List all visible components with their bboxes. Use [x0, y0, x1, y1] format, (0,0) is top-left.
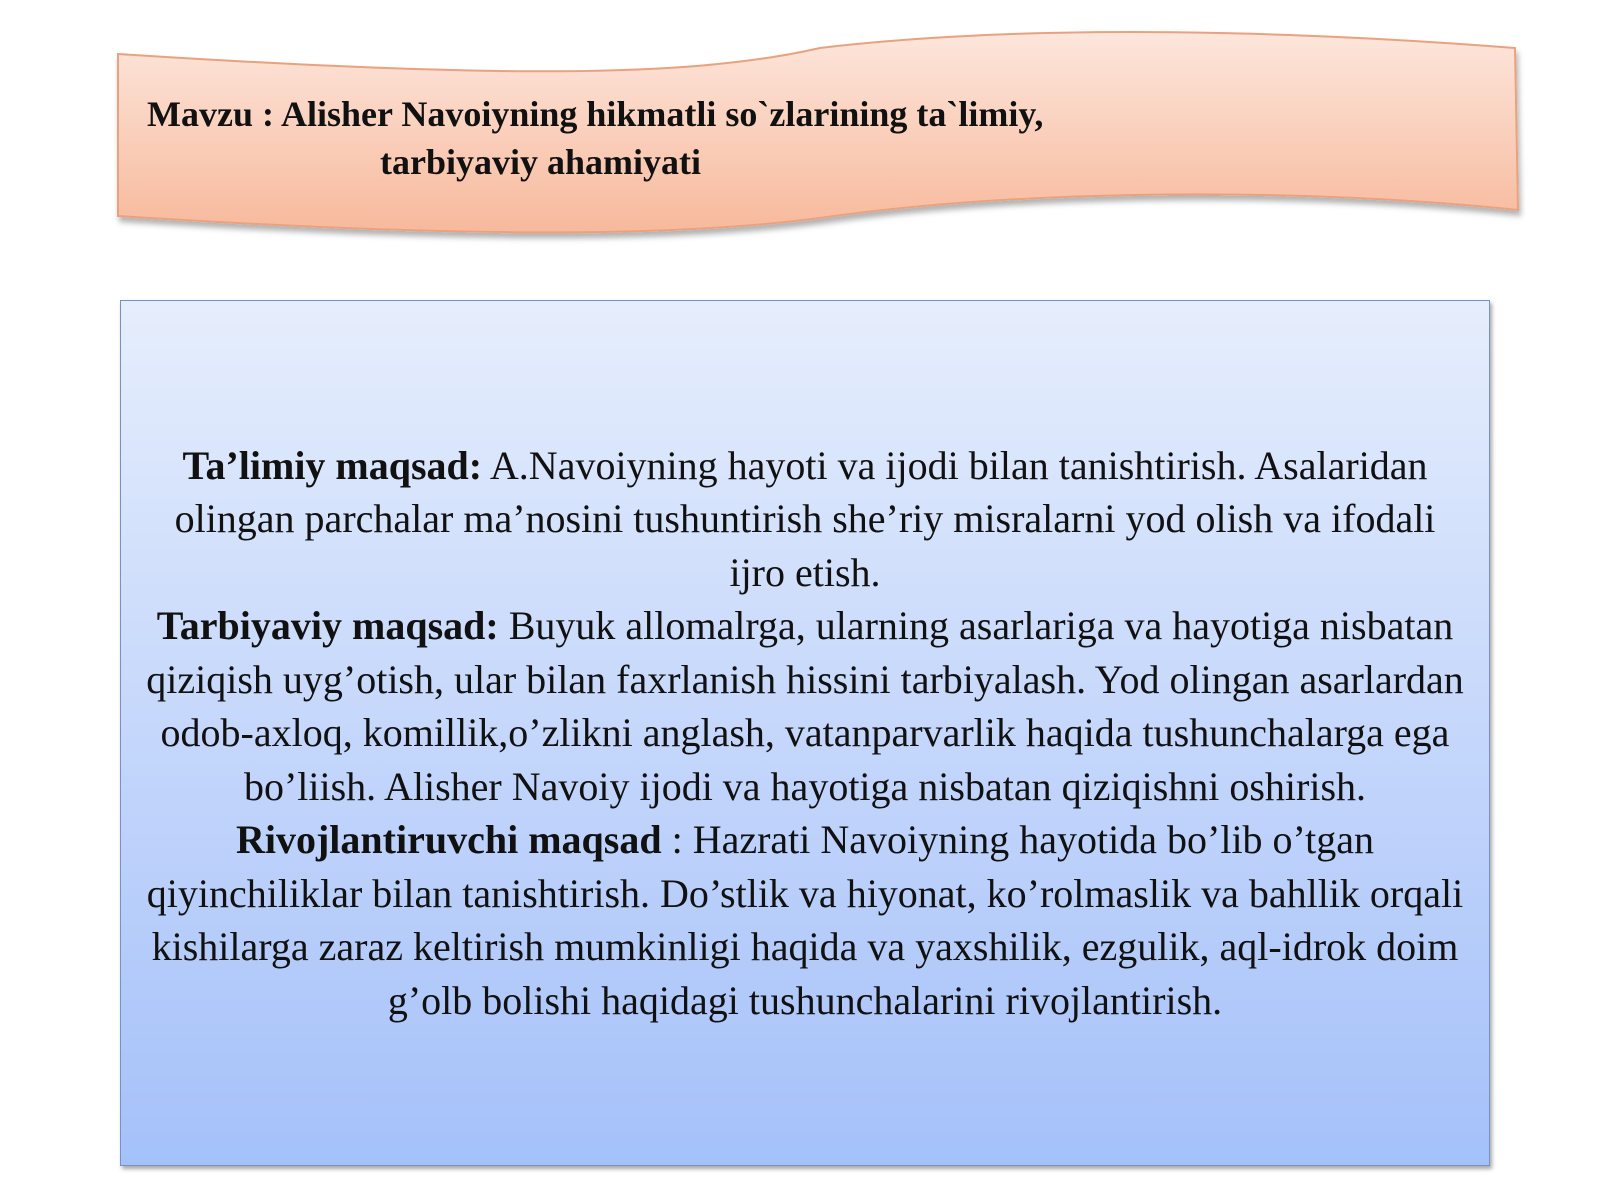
upbringing-goal	[143, 599, 1467, 813]
developmental-goal-text: : Hazrati Navoiyning hayotida bo’lib o’tgan qiyinchiliklar bilan tanishtirish. Do’stlik va hiyonat, ko’rolmaslik va bahllik orqali kishilarga zaraz keltirish mumkinligi haqida va yaxshilik, ezgulik, aql-idrok doim g’olb bolishi haqidagi tushunchalarini rivojlantirish.	[146, 817, 1464, 1023]
title-banner	[110, 30, 1560, 250]
title-line-1: Mavzu : Alisher Navoiyning hikmatli so`zlarining ta`limiy,	[147, 94, 1044, 134]
upbringing-goal-label: Tarbiyaviy maqsad:	[156, 603, 499, 649]
lesson-topic-title	[147, 90, 1297, 186]
title-line-2: tarbiyaviy ahamiyati	[380, 142, 701, 182]
lesson-goals-text	[143, 439, 1467, 1028]
educational-goal-label: Ta’limiy maqsad:	[182, 442, 483, 488]
upbringing-goal-text: Buyuk allomalrga, ularning asarlariga va hayotiga nisbatan qiziqish uyg’otish, ular bilan faxrlanish hissini tarbiyalash. Yod olingan asarlardan odob-axloq, komillik,o’zlikni anglash, vatanparvarlik haqida tushunchalarga ega bo’liish. Alisher Navoiy ijodi va hayotiga nisbatan qiziqishni oshirish.	[146, 603, 1464, 809]
developmental-goal-label: Rivojlantiruvchi maqsad	[235, 817, 662, 863]
lesson-goals-panel	[120, 300, 1490, 1166]
educational-goal-text: A.Navoiyning hayoti va ijodi bilan tanishtirish. Asalaridan olingan parchalar ma’nosini tushuntirish she’riy misralarni yod olish va ifodali ijro etish.	[174, 442, 1436, 595]
educational-goal	[143, 439, 1467, 600]
developmental-goal	[143, 813, 1467, 1027]
